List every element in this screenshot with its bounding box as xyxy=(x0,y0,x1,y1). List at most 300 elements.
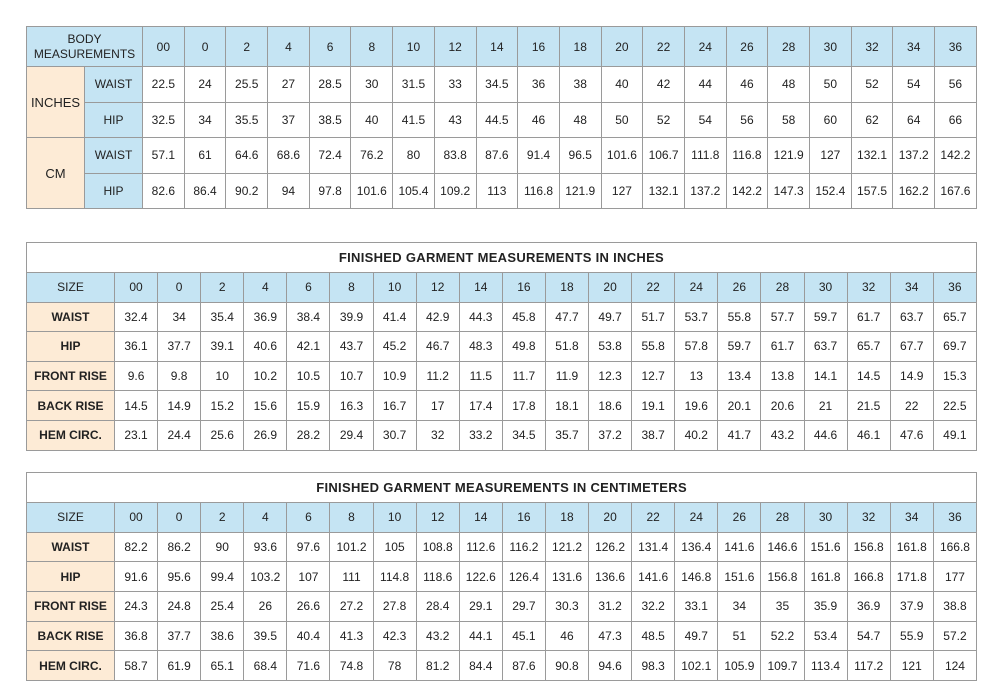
value-cell: 109.7 xyxy=(761,651,804,681)
value-cell: 35.7 xyxy=(545,420,588,450)
cm-table-title: FINISHED GARMENT MEASUREMENTS IN CENTIMETERS xyxy=(27,473,977,503)
size-header: 8 xyxy=(330,273,373,303)
value-cell: 36.9 xyxy=(847,592,890,622)
value-cell: 12.3 xyxy=(589,361,632,391)
value-cell: 24.3 xyxy=(115,592,158,622)
measurement-label: WAIST xyxy=(27,302,115,332)
size-header: 12 xyxy=(416,503,459,533)
value-cell: 26.9 xyxy=(244,420,287,450)
size-header: 24 xyxy=(684,27,726,67)
size-header: 36 xyxy=(935,27,977,67)
measurement-label: WAIST xyxy=(27,532,115,562)
value-cell: 65.1 xyxy=(201,651,244,681)
value-cell: 76.2 xyxy=(351,138,393,174)
value-cell: 31.2 xyxy=(589,592,632,622)
value-cell: 11.2 xyxy=(416,361,459,391)
size-header: 8 xyxy=(351,27,393,67)
value-cell: 22.5 xyxy=(933,391,976,421)
value-cell: 68.4 xyxy=(244,651,287,681)
value-cell: 44 xyxy=(684,67,726,103)
value-cell: 30 xyxy=(351,67,393,103)
value-cell: 40.2 xyxy=(675,420,718,450)
measurement-label: WAIST xyxy=(85,138,143,174)
value-cell: 37.9 xyxy=(890,592,933,622)
size-header: 2 xyxy=(201,503,244,533)
body-measurements-label: BODY MEASUREMENTS xyxy=(27,27,143,67)
value-cell: 14.5 xyxy=(115,391,158,421)
value-cell: 54 xyxy=(893,67,935,103)
value-cell: 167.6 xyxy=(935,173,977,209)
value-cell: 15.9 xyxy=(287,391,330,421)
value-cell: 166.8 xyxy=(933,532,976,562)
value-cell: 55.8 xyxy=(718,302,761,332)
value-cell: 127 xyxy=(601,173,643,209)
value-cell: 157.5 xyxy=(851,173,893,209)
value-cell: 15.3 xyxy=(933,361,976,391)
value-cell: 57.2 xyxy=(933,621,976,651)
value-cell: 42.3 xyxy=(373,621,416,651)
value-cell: 14.9 xyxy=(158,391,201,421)
value-cell: 69.7 xyxy=(933,332,976,362)
size-header: 14 xyxy=(459,503,502,533)
value-cell: 51.8 xyxy=(545,332,588,362)
value-cell: 47.7 xyxy=(545,302,588,332)
value-cell: 63.7 xyxy=(804,332,847,362)
value-cell: 25.4 xyxy=(201,592,244,622)
value-cell: 33 xyxy=(434,67,476,103)
value-cell: 166.8 xyxy=(847,562,890,592)
value-cell: 50 xyxy=(810,67,852,103)
value-cell: 28.5 xyxy=(309,67,351,103)
value-cell: 19.1 xyxy=(632,391,675,421)
value-cell: 11.7 xyxy=(502,361,545,391)
value-cell: 147.3 xyxy=(768,173,810,209)
value-cell: 16.3 xyxy=(330,391,373,421)
value-cell: 116.2 xyxy=(502,532,545,562)
size-header: 6 xyxy=(287,503,330,533)
value-cell: 38.4 xyxy=(287,302,330,332)
value-cell: 93.6 xyxy=(244,532,287,562)
size-header: 12 xyxy=(416,273,459,303)
measurement-label: HIP xyxy=(85,102,143,138)
size-header: 0 xyxy=(158,503,201,533)
value-cell: 95.6 xyxy=(158,562,201,592)
value-cell: 27.2 xyxy=(330,592,373,622)
table-row xyxy=(27,361,977,391)
value-cell: 54 xyxy=(684,102,726,138)
size-header: 34 xyxy=(890,503,933,533)
value-cell: 46 xyxy=(518,102,560,138)
value-cell: 116.8 xyxy=(518,173,560,209)
value-cell: 26.6 xyxy=(287,592,330,622)
value-cell: 45.8 xyxy=(502,302,545,332)
value-cell: 35 xyxy=(761,592,804,622)
measurement-label: HIP xyxy=(27,332,115,362)
value-cell: 40.4 xyxy=(287,621,330,651)
value-cell: 51 xyxy=(718,621,761,651)
value-cell: 64 xyxy=(893,102,935,138)
value-cell: 38.5 xyxy=(309,102,351,138)
value-cell: 39.5 xyxy=(244,621,287,651)
value-cell: 127 xyxy=(810,138,852,174)
value-cell: 113.4 xyxy=(804,651,847,681)
value-cell: 39.9 xyxy=(330,302,373,332)
value-cell: 82.6 xyxy=(143,173,185,209)
value-cell: 32.2 xyxy=(632,592,675,622)
size-header: 6 xyxy=(309,27,351,67)
value-cell: 86.2 xyxy=(158,532,201,562)
value-cell: 42.1 xyxy=(287,332,330,362)
size-header: 24 xyxy=(675,273,718,303)
value-cell: 59.7 xyxy=(718,332,761,362)
size-header: 26 xyxy=(718,273,761,303)
value-cell: 61.7 xyxy=(761,332,804,362)
value-cell: 24.8 xyxy=(158,592,201,622)
table-row xyxy=(27,592,977,622)
size-header: 32 xyxy=(847,273,890,303)
value-cell: 11.5 xyxy=(459,361,502,391)
value-cell: 15.6 xyxy=(244,391,287,421)
table-row xyxy=(27,562,977,592)
value-cell: 48 xyxy=(559,102,601,138)
size-header: 18 xyxy=(545,503,588,533)
value-cell: 41.4 xyxy=(373,302,416,332)
value-cell: 46.7 xyxy=(416,332,459,362)
value-cell: 96.5 xyxy=(559,138,601,174)
size-header: 30 xyxy=(804,503,847,533)
value-cell: 48.3 xyxy=(459,332,502,362)
value-cell: 37.2 xyxy=(589,420,632,450)
value-cell: 18.1 xyxy=(545,391,588,421)
value-cell: 10.9 xyxy=(373,361,416,391)
value-cell: 121.9 xyxy=(559,173,601,209)
cm-size-row xyxy=(27,503,977,533)
value-cell: 137.2 xyxy=(684,173,726,209)
value-cell: 14.9 xyxy=(890,361,933,391)
value-cell: 61 xyxy=(184,138,226,174)
value-cell: 14.5 xyxy=(847,361,890,391)
size-header: 0 xyxy=(158,273,201,303)
value-cell: 42 xyxy=(643,67,685,103)
size-header: 28 xyxy=(761,503,804,533)
value-cell: 98.3 xyxy=(632,651,675,681)
value-cell: 86.4 xyxy=(184,173,226,209)
value-cell: 10.5 xyxy=(287,361,330,391)
table-row xyxy=(27,302,977,332)
value-cell: 146.8 xyxy=(675,562,718,592)
value-cell: 41.3 xyxy=(330,621,373,651)
value-cell: 51.7 xyxy=(632,302,675,332)
size-header: 18 xyxy=(545,273,588,303)
inches-table-title: FINISHED GARMENT MEASUREMENTS IN INCHES xyxy=(27,243,977,273)
value-cell: 132.1 xyxy=(643,173,685,209)
size-header: 28 xyxy=(761,273,804,303)
value-cell: 44.3 xyxy=(459,302,502,332)
size-header: 20 xyxy=(589,273,632,303)
value-cell: 38.7 xyxy=(632,420,675,450)
value-cell: 112.6 xyxy=(459,532,502,562)
value-cell: 36.1 xyxy=(115,332,158,362)
value-cell: 27.8 xyxy=(373,592,416,622)
measurement-label: WAIST xyxy=(85,67,143,103)
table-row xyxy=(27,332,977,362)
value-cell: 10.7 xyxy=(330,361,373,391)
value-cell: 11.9 xyxy=(545,361,588,391)
value-cell: 43.2 xyxy=(761,420,804,450)
value-cell: 137.2 xyxy=(893,138,935,174)
value-cell: 141.6 xyxy=(718,532,761,562)
value-cell: 9.6 xyxy=(115,361,158,391)
value-cell: 22 xyxy=(890,391,933,421)
value-cell: 46.1 xyxy=(847,420,890,450)
value-cell: 24.4 xyxy=(158,420,201,450)
value-cell: 151.6 xyxy=(718,562,761,592)
value-cell: 61.9 xyxy=(158,651,201,681)
size-header: 6 xyxy=(287,273,330,303)
value-cell: 42.9 xyxy=(416,302,459,332)
value-cell: 101.6 xyxy=(601,138,643,174)
value-cell: 17 xyxy=(416,391,459,421)
value-cell: 81.2 xyxy=(416,651,459,681)
value-cell: 91.4 xyxy=(518,138,560,174)
value-cell: 38.8 xyxy=(933,592,976,622)
size-header: 20 xyxy=(601,27,643,67)
value-cell: 29.7 xyxy=(502,592,545,622)
table-row xyxy=(27,420,977,450)
value-cell: 114.8 xyxy=(373,562,416,592)
value-cell: 87.6 xyxy=(502,651,545,681)
size-header: 10 xyxy=(373,503,416,533)
value-cell: 25.6 xyxy=(201,420,244,450)
value-cell: 58 xyxy=(768,102,810,138)
value-cell: 65.7 xyxy=(933,302,976,332)
value-cell: 34 xyxy=(718,592,761,622)
value-cell: 46 xyxy=(545,621,588,651)
value-cell: 15.2 xyxy=(201,391,244,421)
size-header: 8 xyxy=(330,503,373,533)
size-header: 00 xyxy=(115,273,158,303)
value-cell: 64.6 xyxy=(226,138,268,174)
size-header: 26 xyxy=(718,503,761,533)
value-cell: 10 xyxy=(201,361,244,391)
measurement-label: HEM CIRC. xyxy=(27,420,115,450)
size-header: 30 xyxy=(804,273,847,303)
table-row xyxy=(27,621,977,651)
value-cell: 59.7 xyxy=(804,302,847,332)
value-cell: 25.5 xyxy=(226,67,268,103)
value-cell: 37 xyxy=(268,102,310,138)
size-header: 00 xyxy=(143,27,185,67)
value-cell: 17.8 xyxy=(502,391,545,421)
value-cell: 55.8 xyxy=(632,332,675,362)
value-cell: 57.7 xyxy=(761,302,804,332)
measurement-label: BACK RISE xyxy=(27,621,115,651)
value-cell: 40.6 xyxy=(244,332,287,362)
value-cell: 13.4 xyxy=(718,361,761,391)
value-cell: 107 xyxy=(287,562,330,592)
unit-label: CM xyxy=(27,138,85,209)
size-header: 26 xyxy=(726,27,768,67)
value-cell: 63.7 xyxy=(890,302,933,332)
value-cell: 34.5 xyxy=(502,420,545,450)
value-cell: 49.7 xyxy=(675,621,718,651)
value-cell: 56 xyxy=(935,67,977,103)
value-cell: 126.2 xyxy=(589,532,632,562)
size-header: 2 xyxy=(226,27,268,67)
value-cell: 101.6 xyxy=(351,173,393,209)
value-cell: 26 xyxy=(244,592,287,622)
size-header: 2 xyxy=(201,273,244,303)
value-cell: 49.8 xyxy=(502,332,545,362)
value-cell: 84.4 xyxy=(459,651,502,681)
size-header: 22 xyxy=(632,503,675,533)
size-header: 28 xyxy=(768,27,810,67)
value-cell: 44.1 xyxy=(459,621,502,651)
value-cell: 38.6 xyxy=(201,621,244,651)
value-cell: 142.2 xyxy=(935,138,977,174)
value-cell: 57.1 xyxy=(143,138,185,174)
value-cell: 32 xyxy=(416,420,459,450)
value-cell: 41.5 xyxy=(393,102,435,138)
value-cell: 66 xyxy=(935,102,977,138)
size-header: 36 xyxy=(933,503,976,533)
value-cell: 43 xyxy=(434,102,476,138)
value-cell: 58.7 xyxy=(115,651,158,681)
value-cell: 97.6 xyxy=(287,532,330,562)
value-cell: 80 xyxy=(393,138,435,174)
value-cell: 111 xyxy=(330,562,373,592)
size-header: 4 xyxy=(244,503,287,533)
value-cell: 44.6 xyxy=(804,420,847,450)
measurement-label: FRONT RISE xyxy=(27,592,115,622)
value-cell: 10.2 xyxy=(244,361,287,391)
table-row xyxy=(27,391,977,421)
value-cell: 34.5 xyxy=(476,67,518,103)
size-header: 12 xyxy=(434,27,476,67)
value-cell: 83.8 xyxy=(434,138,476,174)
value-cell: 22.5 xyxy=(143,67,185,103)
cm-size-label: SIZE xyxy=(27,503,115,533)
value-cell: 142.2 xyxy=(726,173,768,209)
value-cell: 53.8 xyxy=(589,332,632,362)
value-cell: 40 xyxy=(351,102,393,138)
value-cell: 48 xyxy=(768,67,810,103)
value-cell: 108.8 xyxy=(416,532,459,562)
size-header: 14 xyxy=(476,27,518,67)
value-cell: 71.6 xyxy=(287,651,330,681)
size-header: 36 xyxy=(933,273,976,303)
value-cell: 124 xyxy=(933,651,976,681)
value-cell: 60 xyxy=(810,102,852,138)
value-cell: 34 xyxy=(184,102,226,138)
value-cell: 74.8 xyxy=(330,651,373,681)
size-header: 4 xyxy=(244,273,287,303)
size-header: 0 xyxy=(184,27,226,67)
inches-title-row xyxy=(27,243,977,273)
value-cell: 101.2 xyxy=(330,532,373,562)
value-cell: 78 xyxy=(373,651,416,681)
size-header: 22 xyxy=(632,273,675,303)
value-cell: 23.1 xyxy=(115,420,158,450)
value-cell: 33.1 xyxy=(675,592,718,622)
value-cell: 57.8 xyxy=(675,332,718,362)
value-cell: 171.8 xyxy=(890,562,933,592)
value-cell: 121 xyxy=(890,651,933,681)
value-cell: 68.6 xyxy=(268,138,310,174)
value-cell: 49.7 xyxy=(589,302,632,332)
value-cell: 136.4 xyxy=(675,532,718,562)
measurement-label: BACK RISE xyxy=(27,391,115,421)
value-cell: 20.1 xyxy=(718,391,761,421)
value-cell: 117.2 xyxy=(847,651,890,681)
measurement-label: HIP xyxy=(85,173,143,209)
value-cell: 132.1 xyxy=(851,138,893,174)
value-cell: 24 xyxy=(184,67,226,103)
size-header: 16 xyxy=(502,273,545,303)
value-cell: 47.3 xyxy=(589,621,632,651)
body-measurements-table xyxy=(26,26,977,209)
value-cell: 45.1 xyxy=(502,621,545,651)
table-row xyxy=(27,138,977,174)
value-cell: 111.8 xyxy=(684,138,726,174)
value-cell: 131.4 xyxy=(632,532,675,562)
value-cell: 16.7 xyxy=(373,391,416,421)
value-cell: 44.5 xyxy=(476,102,518,138)
value-cell: 106.7 xyxy=(643,138,685,174)
size-header: 00 xyxy=(115,503,158,533)
value-cell: 62 xyxy=(851,102,893,138)
value-cell: 30.3 xyxy=(545,592,588,622)
value-cell: 35.4 xyxy=(201,302,244,332)
value-cell: 94 xyxy=(268,173,310,209)
value-cell: 29.1 xyxy=(459,592,502,622)
value-cell: 33.2 xyxy=(459,420,502,450)
value-cell: 50 xyxy=(601,102,643,138)
value-cell: 28.2 xyxy=(287,420,330,450)
unit-label: INCHES xyxy=(27,67,85,138)
value-cell: 102.1 xyxy=(675,651,718,681)
value-cell: 52 xyxy=(851,67,893,103)
table-row xyxy=(27,532,977,562)
size-header: 10 xyxy=(393,27,435,67)
value-cell: 43.2 xyxy=(416,621,459,651)
value-cell: 136.6 xyxy=(589,562,632,592)
size-header: 34 xyxy=(893,27,935,67)
value-cell: 37.7 xyxy=(158,332,201,362)
value-cell: 41.7 xyxy=(718,420,761,450)
value-cell: 18.6 xyxy=(589,391,632,421)
value-cell: 162.2 xyxy=(893,173,935,209)
table-row xyxy=(27,651,977,681)
value-cell: 52.2 xyxy=(761,621,804,651)
value-cell: 35.9 xyxy=(804,592,847,622)
value-cell: 36.9 xyxy=(244,302,287,332)
measurement-label: HIP xyxy=(27,562,115,592)
size-header: 10 xyxy=(373,273,416,303)
value-cell: 13.8 xyxy=(761,361,804,391)
measurement-label: FRONT RISE xyxy=(27,361,115,391)
value-cell: 28.4 xyxy=(416,592,459,622)
value-cell: 72.4 xyxy=(309,138,351,174)
cm-title-row xyxy=(27,473,977,503)
finished-cm-table xyxy=(26,472,977,681)
value-cell: 49.1 xyxy=(933,420,976,450)
value-cell: 37.7 xyxy=(158,621,201,651)
value-cell: 56 xyxy=(726,102,768,138)
size-header: 24 xyxy=(675,503,718,533)
value-cell: 97.8 xyxy=(309,173,351,209)
value-cell: 105.4 xyxy=(393,173,435,209)
